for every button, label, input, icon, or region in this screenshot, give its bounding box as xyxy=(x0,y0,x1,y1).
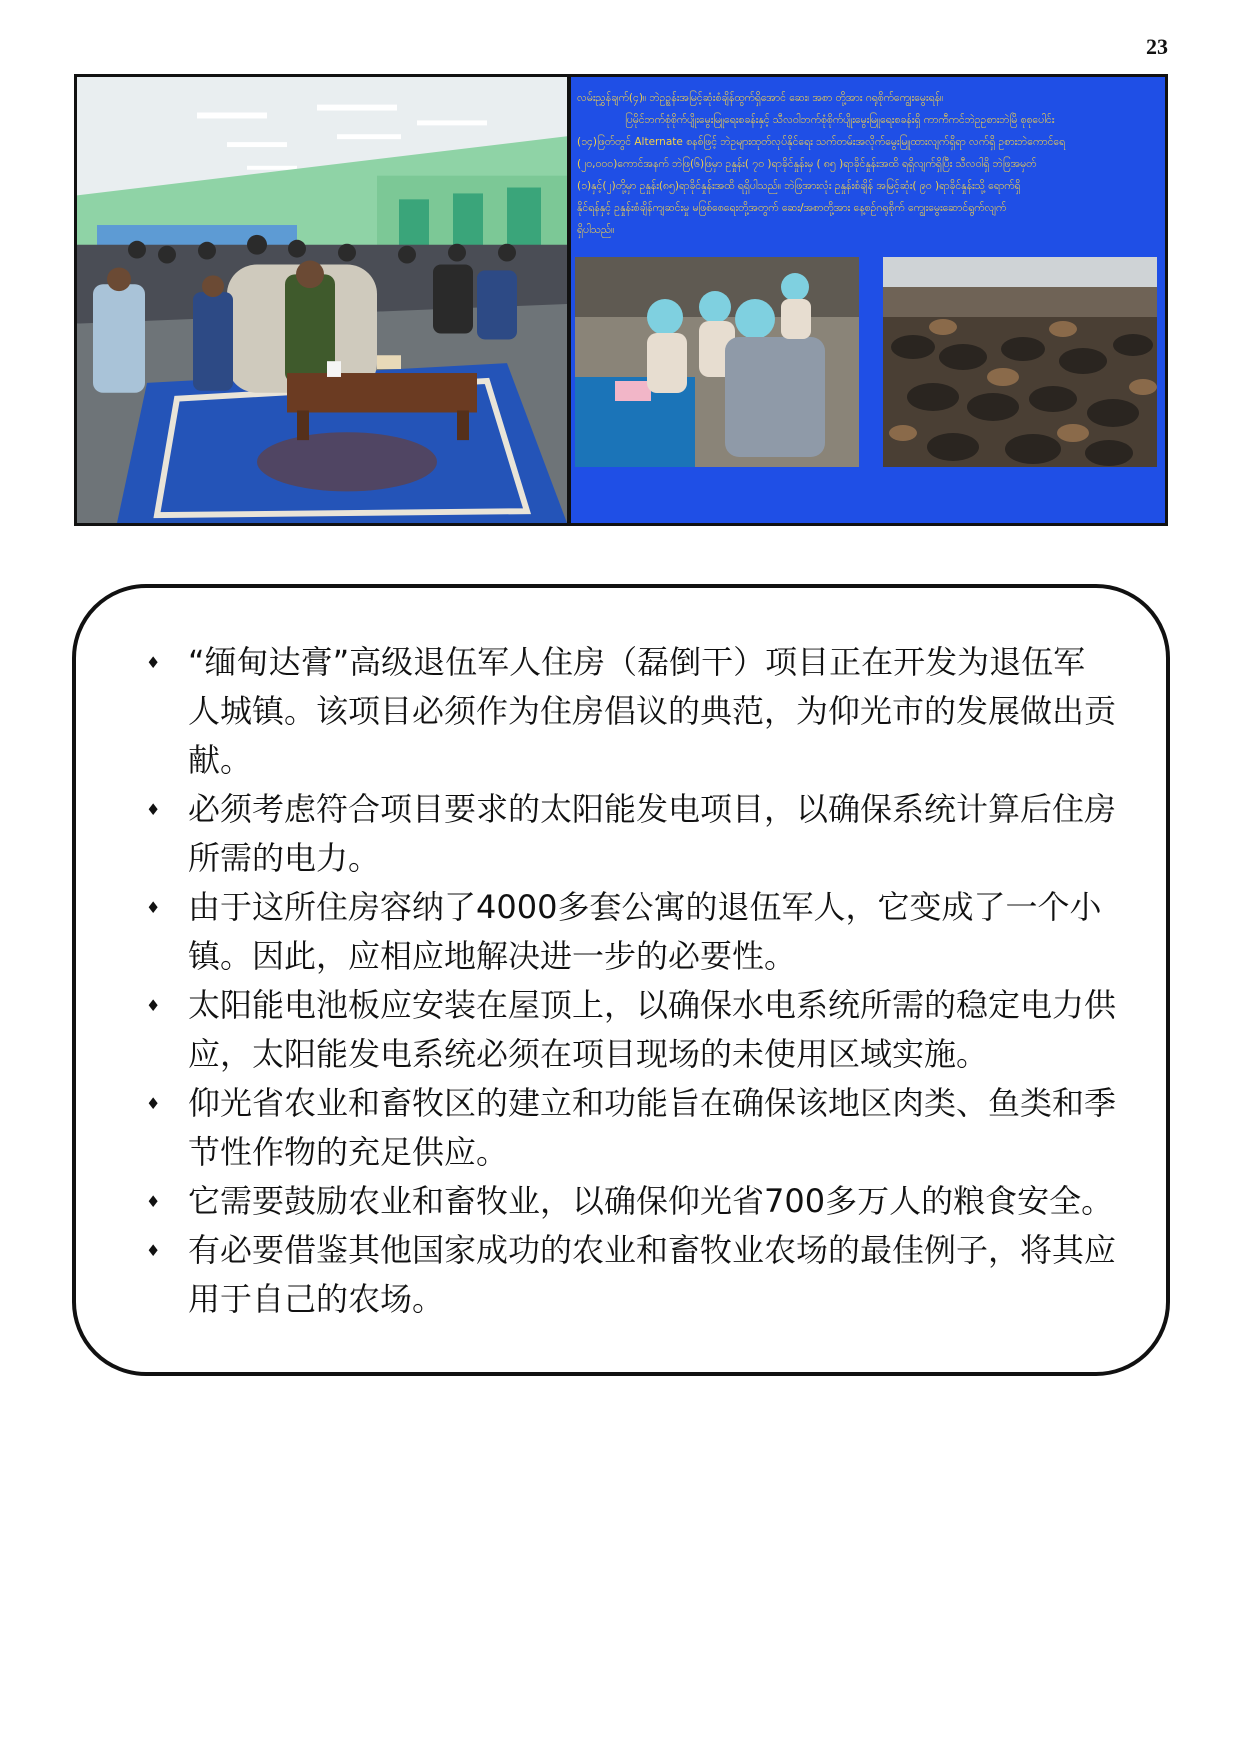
bullet-text: 太阳能电池板应安装在屋顶上，以确保水电系统所需的稳定电力供应，太阳能发电系统必须在项目现场的未使用区域实施。 xyxy=(188,986,1117,1073)
bullet-text: “缅甸达膏”高级退伍军人住房（磊倒干）项目正在开发为退伍军人城镇。该项目必须作为住房倡议的典范，为仰光市的发展做出贡献。 xyxy=(188,643,1117,779)
bullet-text: 有必要借鉴其他国家成功的农业和畜牧业农场的最佳例子，将其应用于自己的农场。 xyxy=(188,1231,1117,1318)
slide-line: လမ်းညွှန်ချက်(၄)။ ဘဲဥဥွန်းအမြင့်ဆုံးစံချိန်ထွက်ရှိအောင် ဆေး၊ အစာ တို့အား ဂရုစိုက်ကျွေးမွေးရန်။ xyxy=(577,92,944,104)
presentation-slide xyxy=(571,77,1165,523)
bullet-item xyxy=(112,785,1116,883)
egg-sorting-illustration xyxy=(575,257,859,467)
meeting-room-illustration xyxy=(77,77,567,523)
diamond-bullet-icon: ♦ xyxy=(146,653,161,672)
diamond-bullet-icon: ♦ xyxy=(146,1241,161,1260)
bullet-item xyxy=(112,1177,1116,1226)
bullet-item xyxy=(112,981,1116,1079)
bullet-text: 它需要鼓励农业和畜牧业，以确保仰光省700多万人的粮食安全。 xyxy=(188,1182,1114,1220)
diamond-bullet-icon: ♦ xyxy=(146,1094,161,1113)
slide-text xyxy=(577,87,1161,241)
bullet-text: 必须考虑符合项目要求的太阳能发电项目，以确保系统计算后住房所需的电力。 xyxy=(188,790,1117,877)
bullet-item xyxy=(112,638,1116,785)
slide-line: (၂၀,၀၀၀)ကောင်အနက် ဘဲဖြ(၆)ဖြမှာ ဥနှုန်း( ၇၀ )ရာခိုင်နှုန်းမှ ( ၈၅ )ရာခိုင်နှုန်းအထိ ရရှိလျက်ရှိပြီး သီလဝါရှိ ဘဲဖြအမှတ် xyxy=(577,158,1037,170)
meeting-room-photo xyxy=(77,77,567,523)
bullet-text: 仰光省农业和畜牧区的建立和功能旨在确保该地区肉类、鱼类和季节性作物的充足供应。 xyxy=(188,1084,1117,1171)
diamond-bullet-icon: ♦ xyxy=(146,800,161,819)
bullet-item xyxy=(112,1079,1116,1177)
slide-line: (၁၄)ဖြတ်တွင် Alternate စနစ်ဖြင့် ဘဲဥများထုတ်လုပ်နိုင်ရေး သက်တမ်းအလိုက်မွေးမြူထားလျက်ရှိရာ လက်ရှိ ဥစားဘဲကောင်ရေ xyxy=(577,136,1066,148)
diamond-bullet-icon: ♦ xyxy=(146,996,161,1015)
summary-box xyxy=(72,584,1170,1376)
photo-strip xyxy=(74,74,1168,526)
duck-flock-photo xyxy=(883,257,1157,467)
slide-line: ရှိပါသည်။ xyxy=(577,224,615,236)
slide-line: (၁)နှင့်(၂)တို့မှာ ဥနှုန်း(၈၅)ရာခိုင်နှုန်းအထိ ရရှိပါသည်။ ဘဲဖြအားလုံး ဥနှုန်းစံချိန် အမြင့်ဆုံး( ၉၀ )ရာခိုင်နှုန်းသို့ ရောက်ရှိ xyxy=(577,180,1021,192)
bullet-list xyxy=(112,638,1116,1324)
page-number: 23 xyxy=(1146,34,1168,59)
bullet-item xyxy=(112,1226,1116,1324)
bullet-text: 由于这所住房容纳了4000多套公寓的退伍军人，它变成了一个小镇。因此，应相应地解决进一步的必要性。 xyxy=(188,888,1102,975)
diamond-bullet-icon: ♦ xyxy=(146,1192,161,1211)
diamond-bullet-icon: ♦ xyxy=(146,898,161,917)
duck-flock-illustration xyxy=(883,257,1157,467)
egg-sorting-photo xyxy=(575,257,859,467)
bullet-item xyxy=(112,883,1116,981)
slide-line: နိုင်ရန်နှင့် ဥနှုန်းစံချိန်ကျဆင်းမှု မဖြစ်စေရေးတို့အတွက် ဆေး/အစာတို့အား နေ့စဉ်ဂရုစိုက် ကျွေးမွေးဆောင်ရွက်လျက် xyxy=(577,202,1007,214)
slide-line: ပြမိုင်ဘက်စုံစိုက်ပျိုးမွေးမြူရေးစခန်းနှင့် သီလဝါဘက်စုံစိုက်ပျိုးမွေးမြူရေးစခန်းရှိ ကာကီကင်ဘဲဥဥစားဘဲမြိ စုစုပေါင်း xyxy=(625,114,1055,126)
